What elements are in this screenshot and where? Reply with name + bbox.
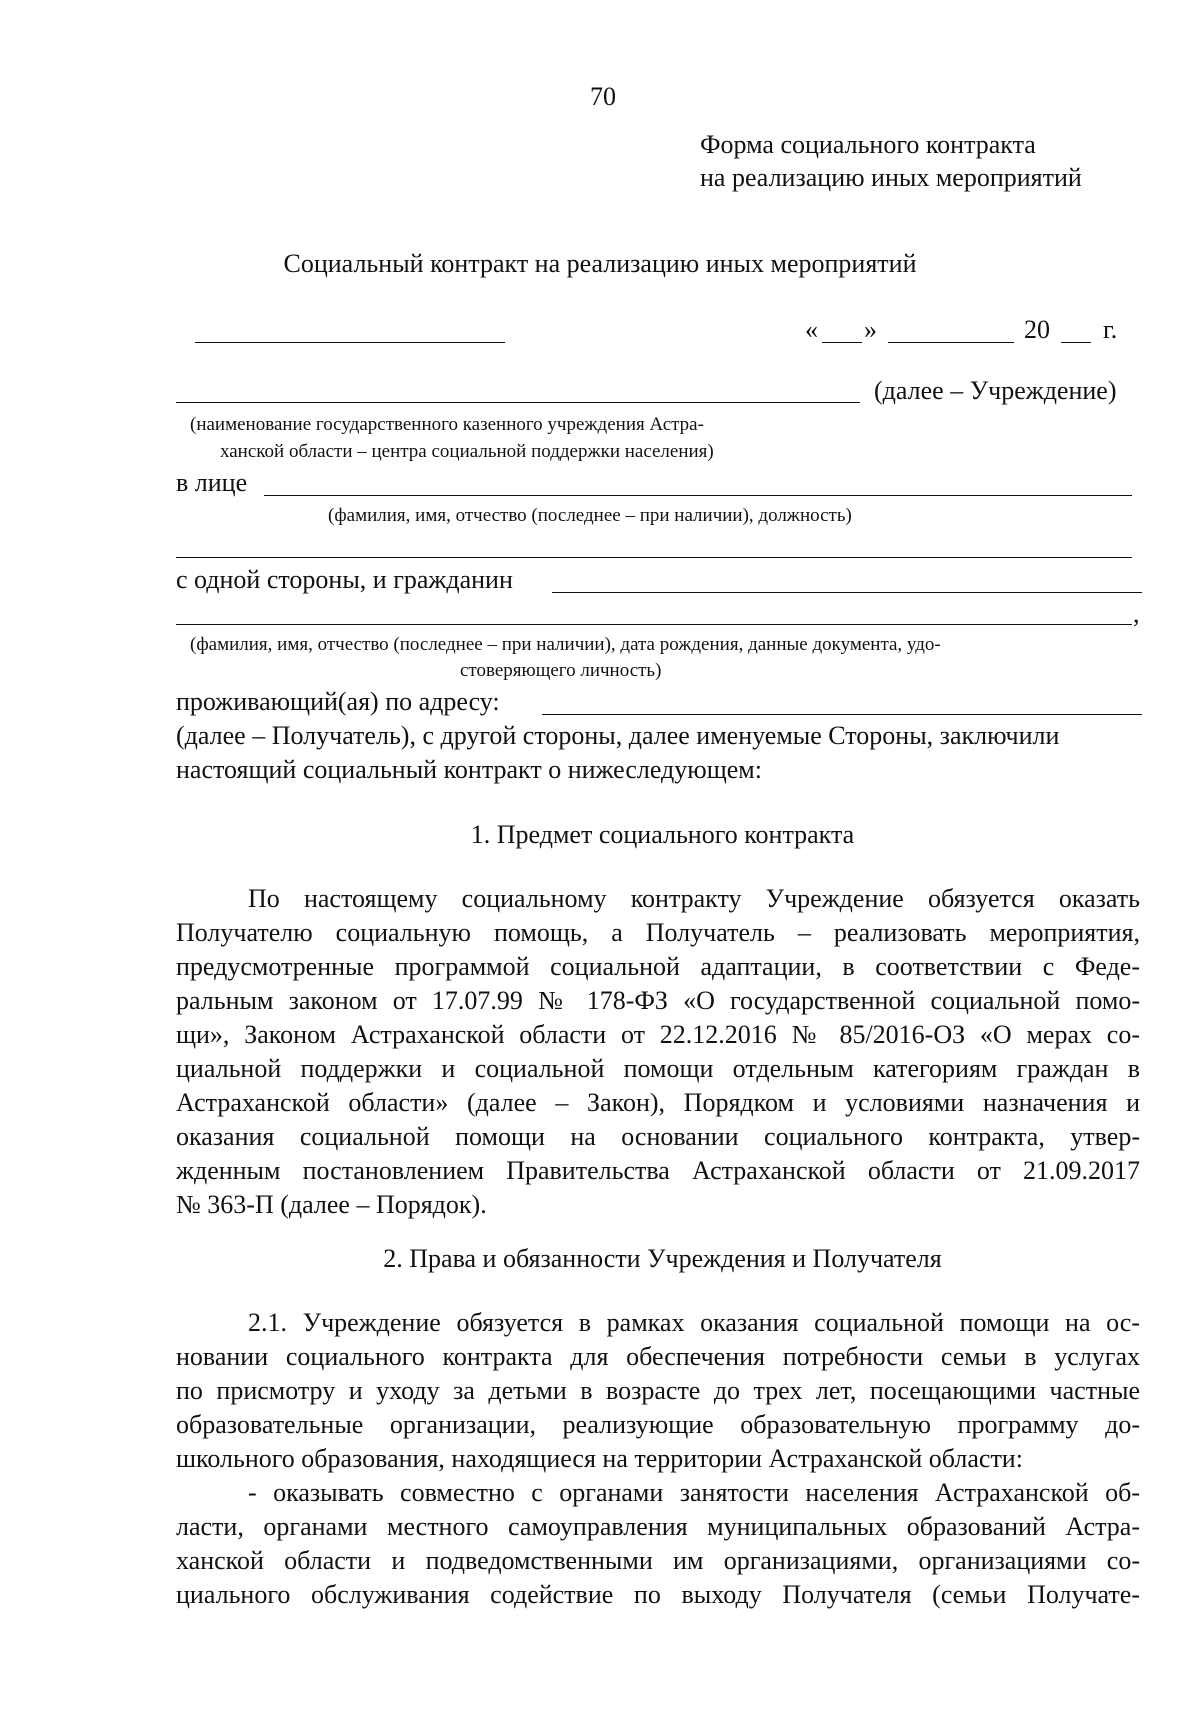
year-blank-line <box>1061 342 1091 343</box>
section2-line: новании социального контракта для обеспечения потребности семьи в услугах <box>176 1342 1140 1371</box>
section1-line: Астраханской области» (далее – Закон), Порядком и условиями назначения и <box>176 1088 1140 1117</box>
section1-line: По настоящему социальному контракту Учреждение обязуется оказать <box>248 884 1140 913</box>
closing-line1: (далее – Получатель), с другой стороны, далее именуемые Стороны, заключили <box>176 721 1060 750</box>
section1-line: оказания социальной помощи на основании социального контракта, утвер- <box>176 1122 1140 1151</box>
section1-heading: 1. Предмет социального контракта <box>470 820 855 849</box>
section2-heading: 2. Права и обязанности Учреждения и Получателя <box>383 1244 942 1273</box>
citizen-trailing-comma: , <box>1133 599 1140 628</box>
closing-line2: настоящий социальный контракт о нижеследующем: <box>176 755 762 784</box>
year-suffix: г. <box>1103 315 1118 344</box>
citizen-blank-line-2 <box>176 624 1132 625</box>
representative-blank-line-2 <box>176 557 1132 558</box>
section1-line: № 363-П (далее – Порядок). <box>176 1190 487 1219</box>
represented-by-label: в лице <box>176 468 248 497</box>
date-close-quote: » <box>864 315 877 344</box>
institution-blank-line <box>176 402 860 403</box>
address-blank-line <box>542 714 1142 715</box>
section2-line: ласти, органами местного самоуправления муниципальных образований Астра- <box>176 1512 1140 1541</box>
section1-paragraph <box>176 882 1140 1222</box>
section2-line: - оказывать совместно с органами занятости населения Астраханской об- <box>248 1478 1140 1507</box>
representative-caption: (фамилия, имя, отчество (последнее – при наличии), должность) <box>328 505 852 526</box>
address-label: проживающий(ая) по адресу: <box>176 687 500 716</box>
section1-line: Получателю социальную помощь, а Получатель – реализовать мероприятия, <box>176 918 1140 947</box>
section2-line: циального обслуживания содействие по выходу Получателя (семьи Получате- <box>176 1580 1140 1609</box>
section1-line: жденным постановлением Правительства Астраханской области от 21.09.2017 <box>176 1156 1140 1185</box>
institution-caption-line2: ханской области – центра социальной поддержки населения) <box>220 441 714 462</box>
section2-paragraph <box>176 1306 1140 1612</box>
section1-line: щи», Законом Астраханской области от 22.12.2016 № 85/2016-ОЗ «О мерах со- <box>176 1020 1140 1049</box>
citizen-caption-line2: стоверяющего личность) <box>460 660 662 681</box>
document-title: Социальный контракт на реализацию иных мероприятий <box>283 249 917 278</box>
citizen-caption-line1: (фамилия, имя, отчество (последнее – при наличии), дата рождения, данные документа, удо- <box>190 634 941 655</box>
section1-line: предусмотренные программой социальной адаптации, в соответствии с Феде- <box>176 952 1140 981</box>
institution-caption-line1: (наименование государственного казенного учреждения Астра- <box>190 414 704 435</box>
section2-line: 2.1. Учреждение обязуется в рамках оказания социальной помощи на ос- <box>248 1308 1140 1337</box>
section2-line: образовательные организации, реализующие образовательную программу до- <box>176 1410 1140 1439</box>
citizen-intro: с одной стороны, и гражданин <box>176 565 513 594</box>
representative-blank-line <box>264 495 1132 496</box>
day-blank-line <box>822 342 862 343</box>
section2-line: по присмотру и уходу за детьми в возрасте до трех лет, посещающими частные <box>176 1376 1140 1405</box>
institution-suffix: (далее – Учреждение) <box>874 376 1117 405</box>
section2-line: школьного образования, находящиеся на территории Астраханской области: <box>176 1444 1023 1473</box>
page-number: 70 <box>590 82 616 111</box>
date-open-quote: « <box>805 315 818 344</box>
section2-line: ханской области и подведомственными им организациями, организациями со- <box>176 1546 1140 1575</box>
form-caption-line2: на реализацию иных мероприятий <box>700 163 1082 192</box>
section1-line: циальной поддержки и социальной помощи отдельным категориям граждан в <box>176 1054 1140 1083</box>
place-blank-line <box>195 342 505 343</box>
month-blank-line <box>888 342 1014 343</box>
citizen-blank-line <box>552 592 1142 593</box>
section1-line: ральным законом от 17.07.99 № 178-ФЗ «О государственной социальной помо- <box>176 986 1140 1015</box>
form-caption-line1: Форма социального контракта <box>700 130 1036 159</box>
year-prefix: 20 <box>1024 315 1050 344</box>
